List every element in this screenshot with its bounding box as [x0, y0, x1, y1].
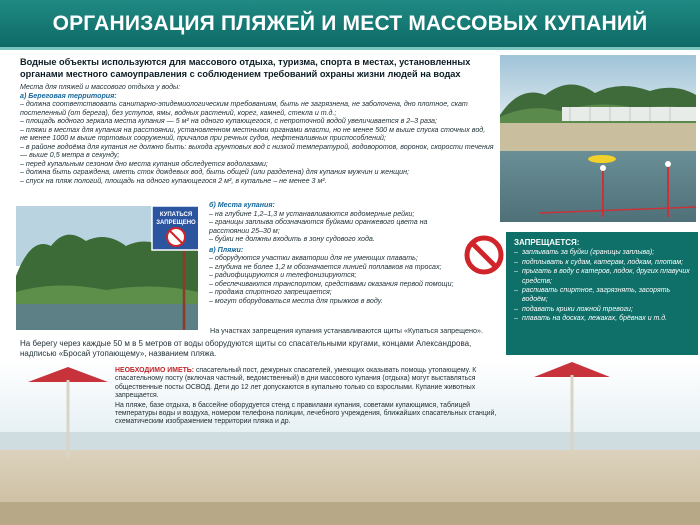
coast-section	[20, 83, 494, 186]
beaches-item: – глубина не более 1,2 м обозначается линией поплавков на тросах;	[209, 262, 442, 271]
forbidden-title: ЗАПРЕЩАЕТСЯ:	[514, 238, 580, 247]
sign-line1: КУПАТЬСЯ	[159, 212, 193, 218]
coast-item: – в районе водоёма для купания не должно быть: выхода грунтовых вод с низкой температурой, водоворотов, воронок, скорости течения — выше 0,5 метра в секунду;	[20, 142, 494, 160]
coast-item: – должна соответствовать санитарно-эпидемиологическим требованиям, быть не загрязнена, не заболочена, дно плотное, скат постепенный (от берега), без уступов, ямы, водных растений, корег, камней, стекла и т.д.;	[20, 100, 468, 117]
forbidden-item: – прыгать в воду с катеров, лодок, других плавучих средств;	[514, 267, 690, 286]
coast-heading: а) Береговая территория:	[20, 91, 117, 100]
river-photo	[16, 206, 198, 330]
zones-item: – границы заплыва обозначаются буйками оранжевого цвета на расстоянии 25–30 м;	[209, 218, 428, 235]
coast-item: – должна быть ограждена, иметь сток дождевых вод, быть общей (или разделена) для купания мужчин и женщин;	[20, 168, 409, 177]
page-title: ОРГАНИЗАЦИЯ ПЛЯЖЕЙ И МЕСТ МАССОВЫХ КУПАНИЙ	[52, 12, 648, 35]
places-heading: Места для пляжей и массового отдыха у воды:	[20, 83, 181, 91]
zones-item: – буйки не должны входить в зону судового хода.	[209, 235, 375, 244]
beaches-item: – оборудуются участки акватории для не умеющих плавать;	[209, 254, 418, 263]
shore-note: На берегу через каждые 50 м в 5 метров от воды оборудуются щиты со спасательными кругами, концами Александрова, надписью «Бросай утопающему», названием пляжа.	[20, 339, 472, 359]
beaches-item: – радиофицируются и телефонизируются;	[209, 271, 357, 280]
title-banner	[0, 0, 700, 50]
signs-note: На участках запрещения купания устанавливаются щиты «Купаться запрещено».	[210, 326, 483, 335]
necessary-text: спасательный пост, дежурных спасателей, умеющих оказывать помощь утопающему. К спасательному посту (включая частный, ведомственный) в дни массового купания (отдыха) могут выставляться общественные посты ОСВОД. Дети до 12 лет допускаются в купальню только со взрослыми. Купание животных запрещается.	[115, 367, 477, 400]
coast-item: – пляжи в местах для купания на расстоянии, установленном местными органами власти, но не менее 500 м выше спуска сточных вод, не менее 1000 м выше портовых сооружений, причалов при речных судов, нефтеналивных приспособлений;	[20, 125, 486, 143]
forbidden-item: – заплывать за буйки (границы заплыва);	[514, 248, 690, 257]
forbidden-item: – подплывать к судам, катерам, лодкам, плотам;	[514, 258, 690, 267]
beaches-item: – продажа спиртного запрещается;	[209, 288, 332, 297]
beaches-heading: в) Пляжи:	[209, 245, 244, 254]
forbidden-item: – распивать спиртное, загрязнять, засорять водоём;	[514, 286, 690, 305]
necessary-stand-text: На пляже, базе отдыха, в бассейне оборудуется стенд с правилами купания, советами купающимся, таблицей температуры воды и воздуха, номером телефона полиции, лечебного учреждения, ближайших спасательных станций, схематическим изображением территории пляжа и др.	[115, 401, 497, 426]
forbidden-list	[514, 248, 690, 323]
intro-paragraph: Водные объекты используются для массового отдыха, туризма, спорта в местах, установленных органами местного самоуправления с соблюдением требований охраны жизни людей на водах	[20, 57, 471, 79]
coast-item: – площадь водного зеркала места купания — 5 м² на одного купающегося, с непроточной водой увеличивается в 2–3 раза;	[20, 117, 437, 126]
river-scene-illustration	[16, 206, 198, 330]
beaches-item: – могут оборудоваться места для прыжков в воду.	[209, 297, 383, 306]
prohibition-icon	[463, 234, 505, 276]
zones-heading: б) Места купания:	[209, 201, 275, 209]
necessary-section	[115, 367, 507, 428]
forbidden-panel	[506, 232, 698, 355]
beaches-item: – обеспечиваются транспортом, средствами оказания первой помощи;	[209, 279, 454, 288]
beach-photo	[500, 55, 696, 222]
beach-scene-illustration	[500, 55, 696, 222]
zones-item: – на глубине 1,2–1,3 м устанавливаются водомерные рейки;	[209, 209, 415, 218]
coast-item: – спуск на пляж пологий, площадь на одного купающегося 2 м², в купальне – не менее 3 м².	[20, 177, 327, 186]
forbidden-item: – подавать крики ложной тревоги;	[514, 305, 690, 314]
forbidden-item: – плавать на досках, лежаках, брёвнах и т.д.	[514, 314, 690, 323]
coast-item: – перед купальным сезоном дно места купания обследуется водолазами;	[20, 159, 268, 168]
zones-section	[209, 201, 459, 306]
sign-line2: ЗАПРЕЩЕНО	[156, 220, 196, 226]
necessary-label: НЕОБХОДИМО ИМЕТЬ:	[115, 367, 195, 374]
